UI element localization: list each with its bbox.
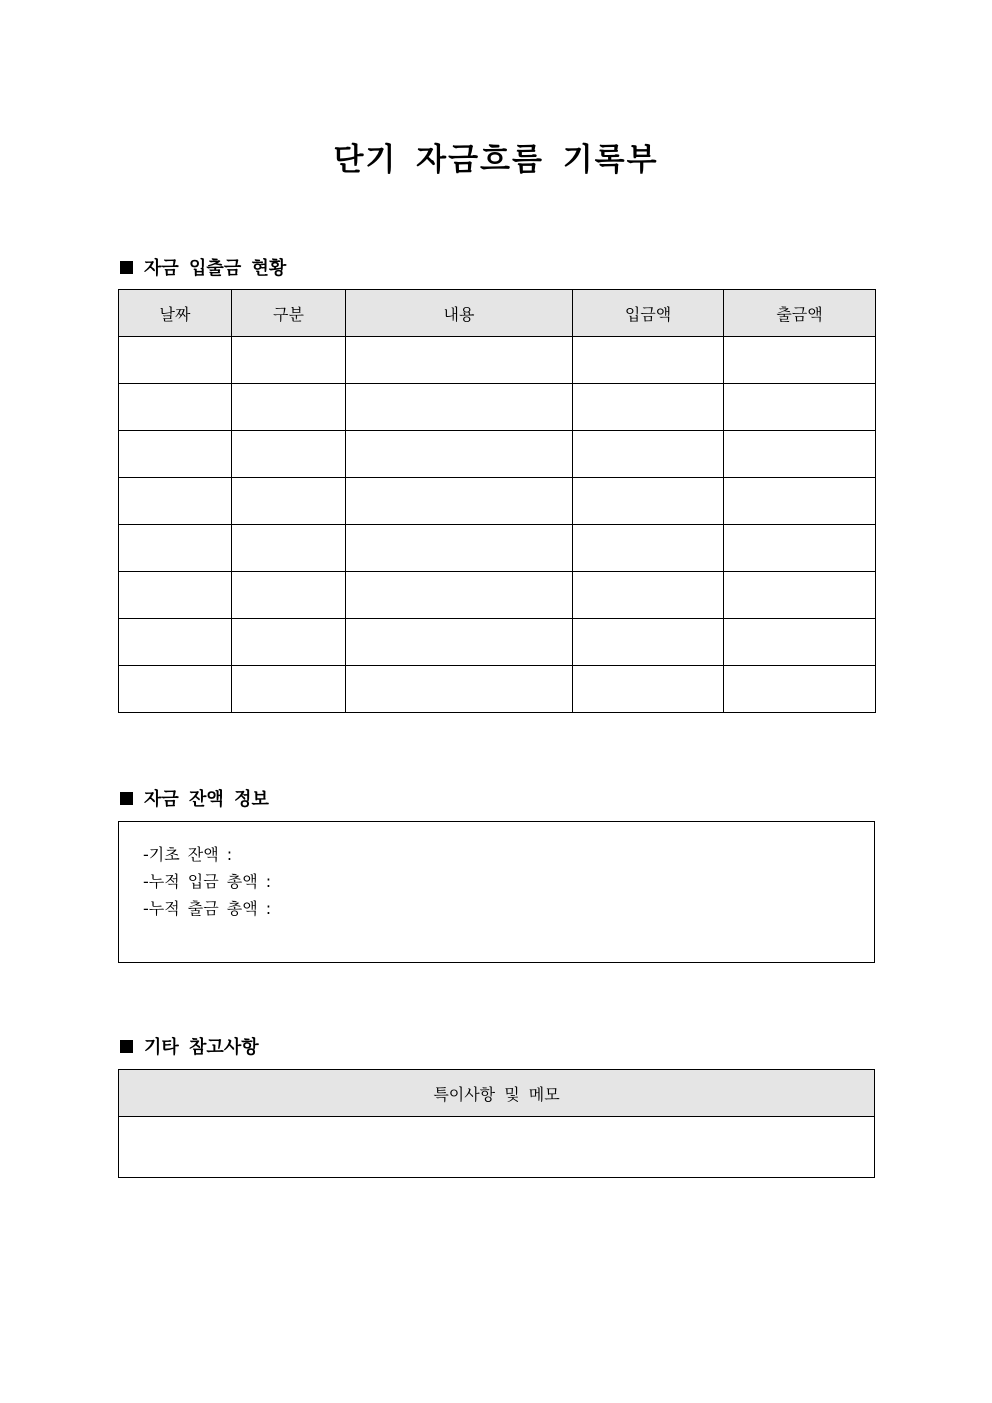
table-row: [119, 478, 876, 525]
cell-description[interactable]: [346, 572, 573, 619]
cell-deposit[interactable]: [573, 572, 724, 619]
cell-date[interactable]: [119, 431, 232, 478]
cell-category[interactable]: [232, 525, 346, 572]
cell-date[interactable]: [119, 478, 232, 525]
opening-balance-line[interactable]: -기초 잔액 :: [143, 845, 233, 864]
notes-table: [118, 1069, 875, 1178]
column-header-deposit: 입금액: [573, 290, 724, 337]
cell-category[interactable]: [232, 337, 346, 384]
cell-description[interactable]: [346, 619, 573, 666]
cell-withdrawal[interactable]: [724, 525, 876, 572]
cell-category[interactable]: [232, 619, 346, 666]
cell-description[interactable]: [346, 525, 573, 572]
cell-withdrawal[interactable]: [724, 384, 876, 431]
cell-category[interactable]: [232, 478, 346, 525]
table-row: [119, 572, 876, 619]
cell-deposit[interactable]: [573, 666, 724, 713]
cell-description[interactable]: [346, 384, 573, 431]
cell-withdrawal[interactable]: [724, 666, 876, 713]
notes-content-cell[interactable]: [119, 1117, 875, 1178]
section-heading-flow: [118, 254, 286, 280]
cell-deposit[interactable]: [573, 431, 724, 478]
table-row: [119, 431, 876, 478]
total-withdrawal-line[interactable]: -누적 출금 총액 :: [143, 899, 272, 918]
table-row: [119, 619, 876, 666]
cell-description[interactable]: [346, 337, 573, 384]
square-bullet-icon: [120, 792, 133, 805]
table-row: [119, 666, 876, 713]
cell-date[interactable]: [119, 525, 232, 572]
section-heading-balance: [118, 785, 269, 811]
column-header-withdrawal: 출금액: [724, 290, 876, 337]
balance-info-box: [118, 821, 875, 963]
table-header-row: [119, 290, 876, 337]
section-heading-notes-label: 기타 참고사항: [144, 1037, 259, 1058]
cell-deposit[interactable]: [573, 384, 724, 431]
cell-category[interactable]: [232, 384, 346, 431]
cell-withdrawal[interactable]: [724, 619, 876, 666]
cell-date[interactable]: [119, 572, 232, 619]
table-row: [119, 1117, 875, 1178]
cell-deposit[interactable]: [573, 525, 724, 572]
table-row: [119, 384, 876, 431]
cell-date[interactable]: [119, 619, 232, 666]
section-heading-flow-label: 자금 입출금 현황: [144, 258, 287, 279]
square-bullet-icon: [120, 1040, 133, 1053]
cell-category[interactable]: [232, 572, 346, 619]
cell-deposit[interactable]: [573, 337, 724, 384]
cell-withdrawal[interactable]: [724, 431, 876, 478]
notes-header: 특이사항 및 메모: [119, 1070, 875, 1117]
table-row: [119, 337, 876, 384]
cell-withdrawal[interactable]: [724, 572, 876, 619]
cell-withdrawal[interactable]: [724, 337, 876, 384]
table-row: [119, 525, 876, 572]
column-header-date: 날짜: [119, 290, 232, 337]
section-heading-balance-label: 자금 잔액 정보: [144, 789, 269, 810]
cell-category[interactable]: [232, 431, 346, 478]
cell-description[interactable]: [346, 431, 573, 478]
square-bullet-icon: [120, 261, 133, 274]
cell-date[interactable]: [119, 666, 232, 713]
cell-withdrawal[interactable]: [724, 478, 876, 525]
cell-date[interactable]: [119, 384, 232, 431]
table-header-row: [119, 1070, 875, 1117]
section-heading-notes: [118, 1033, 259, 1059]
column-header-description: 내용: [346, 290, 573, 337]
cell-deposit[interactable]: [573, 619, 724, 666]
cell-date[interactable]: [119, 337, 232, 384]
cashflow-table: [118, 289, 876, 713]
column-header-category: 구분: [232, 290, 346, 337]
cell-description[interactable]: [346, 478, 573, 525]
cell-category[interactable]: [232, 666, 346, 713]
total-deposit-line[interactable]: -누적 입금 총액 :: [143, 872, 272, 891]
cell-deposit[interactable]: [573, 478, 724, 525]
cell-description[interactable]: [346, 666, 573, 713]
page-title: 단기 자금흐름 기록부: [333, 142, 659, 178]
